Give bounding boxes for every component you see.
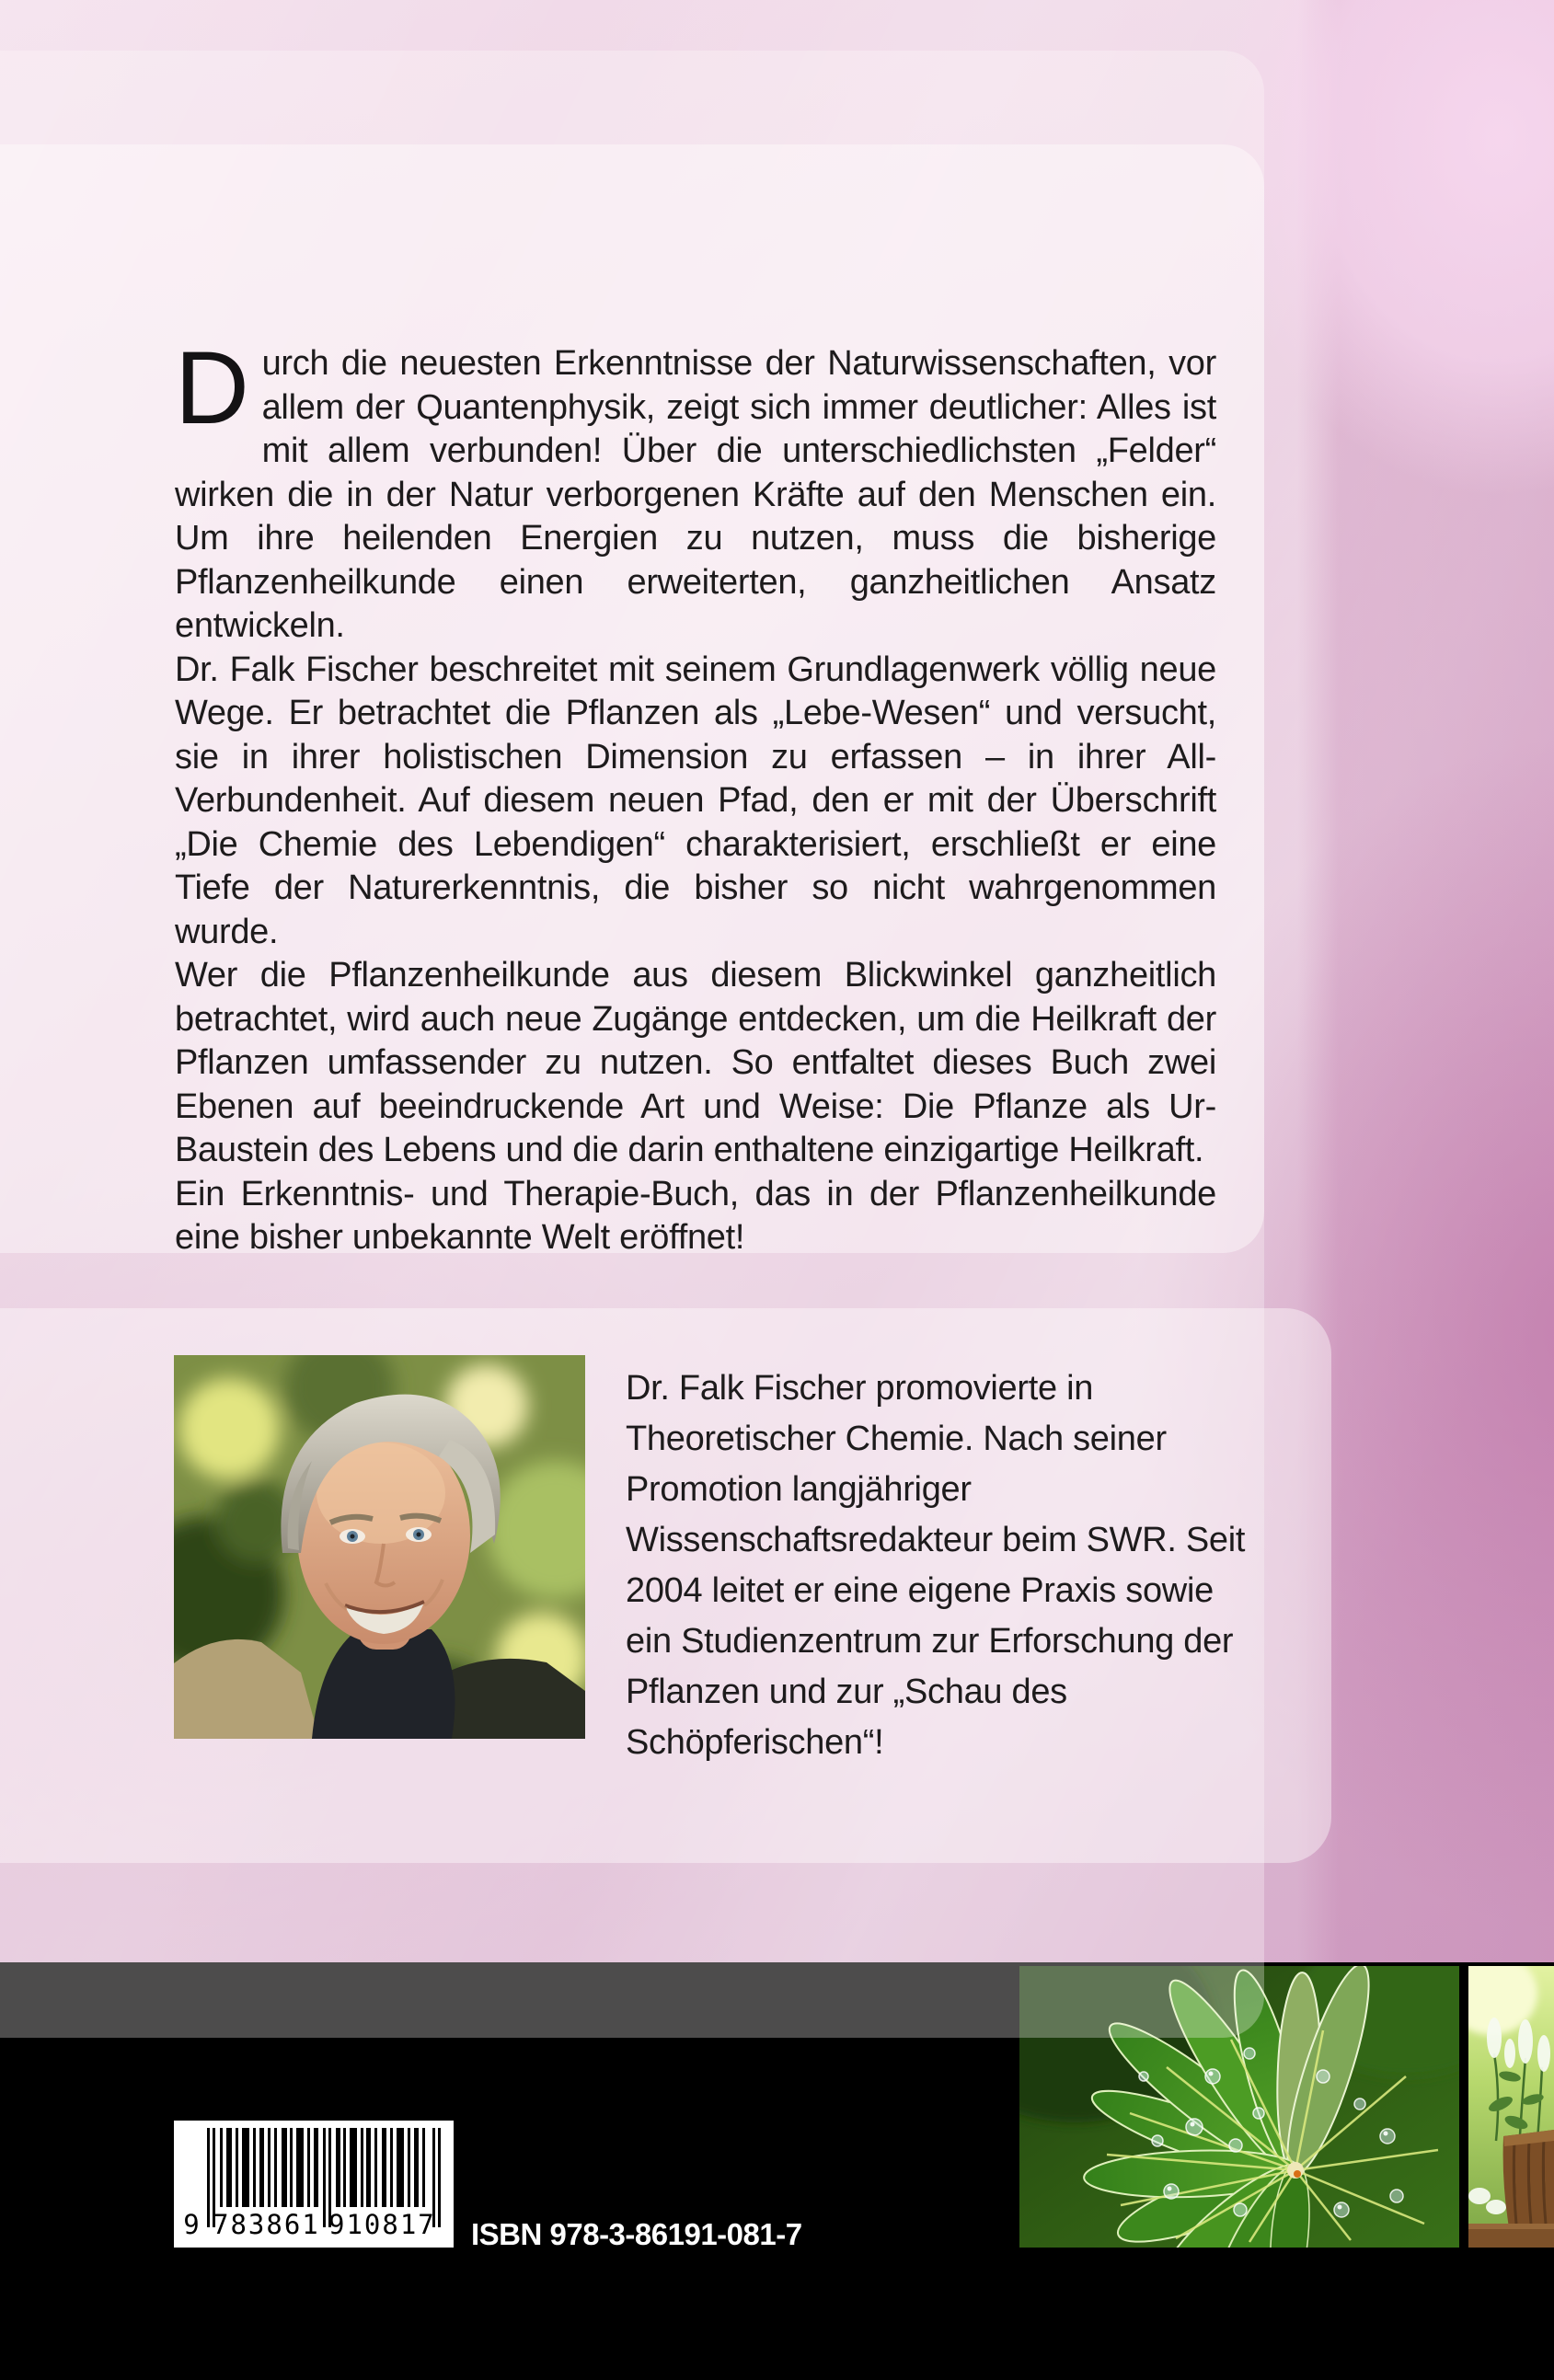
barcode-digit-9: 9 <box>183 2209 200 2240</box>
synopsis-text <box>175 330 1216 1260</box>
paragraph-text: urch die neuesten Erkenntnisse der Naturwissenschaften, vor allem der Quantenphysik, zeigt sich immer deutlicher: Alles ist mit allem verbunden! Über die unterschiedlichsten „Felder“ wirken die in der Natur verborgenen Kräfte auf den Menschen ein. Um ihre heilenden Energien zu nutzen, muss die bisherige Pflanzenheilkunde einen erweiterten, ganzheitlichen Ansatz entwickeln. <box>175 344 1216 645</box>
synopsis-paragraph: Ein Erkenntnis- und Therapie-Buch, das in der Pflanzenheilkunde eine bisher unbekannte Welt eröffnet! <box>175 1174 1216 1257</box>
author-bio: Dr. Falk Fischer promovierte in Theoretischer Chemie. Nach seiner Promotion langjähriger Wissenschaftsredakteur beim SWR. Seit 2004 leitet er eine eigene Praxis sowie ein Studienzentrum zur Erforschung der Pflanzen und zur „Schau des Schöpferischen“! <box>626 1369 1246 1762</box>
barcode-digit-group2: 910817 <box>328 2209 436 2240</box>
synopsis-paragraph: Wer die Pflanzenheilkunde aus diesem Blickwinkel ganzheitlich betrachtet, wird auch neue Zugänge entdecken, um die Heilkraft der Pflanzen umfassender zu nutzen. So entfaltet dieses Buch zwei Ebenen auf beeindruckende Art und Weise: Die Pflanze als Ur-Baustein des Lebens und die darin enthaltene einzigartige Heilkraft. <box>175 956 1216 1169</box>
drop-cap: D <box>175 330 249 445</box>
synopsis-paragraph: Dr. Falk Fischer beschreitet mit seinem Grundlagenwerk völlig neue Wege. Er betrachtet die Pflanzen als „Lebe-Wesen“ und versucht, sie in ihrer holistischen Dimension zu erfassen – in ihrer All-Verbundenheit. Auf diesem neuen Pfad, den er mit der Überschrift „Die Chemie des Lebendigen“ charakterisiert, erschließt er eine Tiefe der Naturerkenntnis, die bisher so nicht wahrgenommen wurde. <box>175 650 1216 951</box>
author-portrait-photo <box>174 1355 585 1739</box>
barcode <box>174 2121 454 2248</box>
synopsis-paragraph <box>175 330 1216 649</box>
herb-pot-photo <box>1468 1966 1554 2248</box>
isbn-text: ISBN 978-3-86191-081-7 <box>471 2217 802 2251</box>
barcode-digit-group1: 783861 <box>213 2209 320 2240</box>
